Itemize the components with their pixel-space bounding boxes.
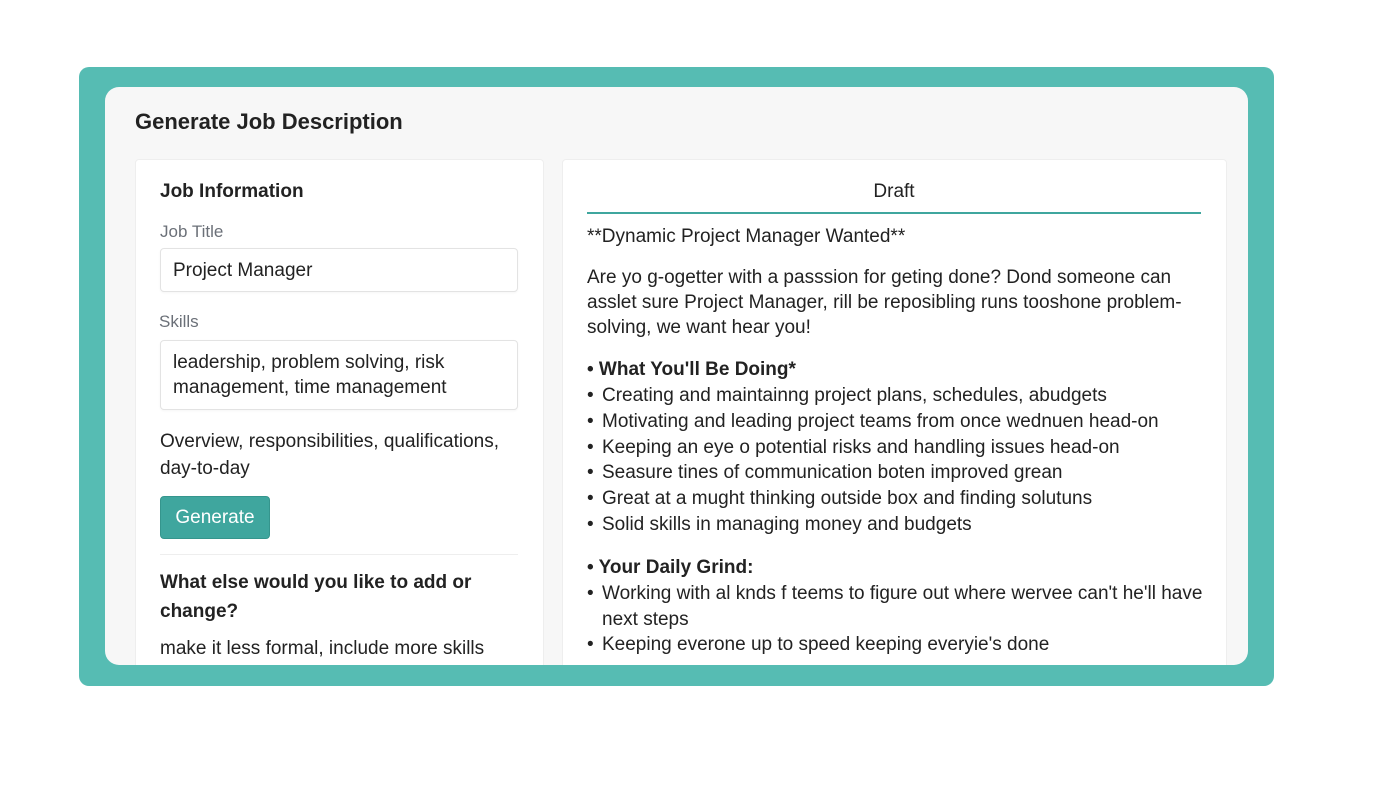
draft-section-daily <box>587 555 1212 658</box>
generate-button[interactable]: Generate <box>160 496 270 539</box>
skills-input[interactable]: leadership, problem solving, risk management, time management <box>160 340 518 410</box>
job-title-input[interactable]: Project Manager <box>160 248 518 292</box>
draft-intro: Are yo g-ogetter with a passsion for geting done? Dond someone can asslet sure Project Manager, rill be reposibling runs tooshone problem-solving, we want hear you! <box>587 267 1182 338</box>
divider <box>160 554 518 555</box>
list-item: • Keeping an eye o potential risks and handling issues head-on <box>587 435 1212 461</box>
draft-heading: **Dynamic Project Manager Wanted** <box>587 226 906 247</box>
job-title-label: Job Title <box>160 222 224 241</box>
job-information-title: Job Information <box>160 181 304 202</box>
list-item: • Keeping everone up to speed keeping everyie's done <box>587 632 1212 658</box>
outer-frame <box>79 67 1274 686</box>
skills-label: Skills <box>159 312 199 331</box>
list-item: • Working with al knds f teems to figure out where wervee can't he'll have next steps <box>587 581 1212 633</box>
bullet-list <box>587 581 1212 658</box>
bullet-list <box>587 383 1212 538</box>
tab-draft[interactable]: Draft <box>587 172 1201 214</box>
list-item: • Seasure tines of communication boten improved grean <box>587 460 1212 486</box>
page-title: Generate Job Description <box>135 109 403 134</box>
sections-hint: Overview, responsibilities, qualifications, day-to-day <box>160 431 499 479</box>
app-window <box>105 87 1248 665</box>
job-information-panel <box>135 159 544 665</box>
draft-panel <box>562 159 1227 665</box>
followup-question: What else would you like to add or change? <box>160 572 472 622</box>
draft-section-doing <box>587 357 1212 538</box>
list-item: • Solid skills in managing money and budgets <box>587 512 1212 538</box>
list-item: • Creating and maintainng project plans, schedules, abudgets <box>587 383 1212 409</box>
list-item: • Great at a mught thinking outside box and finding solutuns <box>587 486 1212 512</box>
draft-content <box>587 224 1212 658</box>
draft-section-title: • What You'll Be Doing* <box>587 359 796 380</box>
draft-section-title: • Your Daily Grind: <box>587 556 754 578</box>
followup-input[interactable]: make it less formal, include more skills <box>160 638 485 659</box>
list-item: • Motivating and leading project teams from once wednuen head-on <box>587 409 1212 435</box>
